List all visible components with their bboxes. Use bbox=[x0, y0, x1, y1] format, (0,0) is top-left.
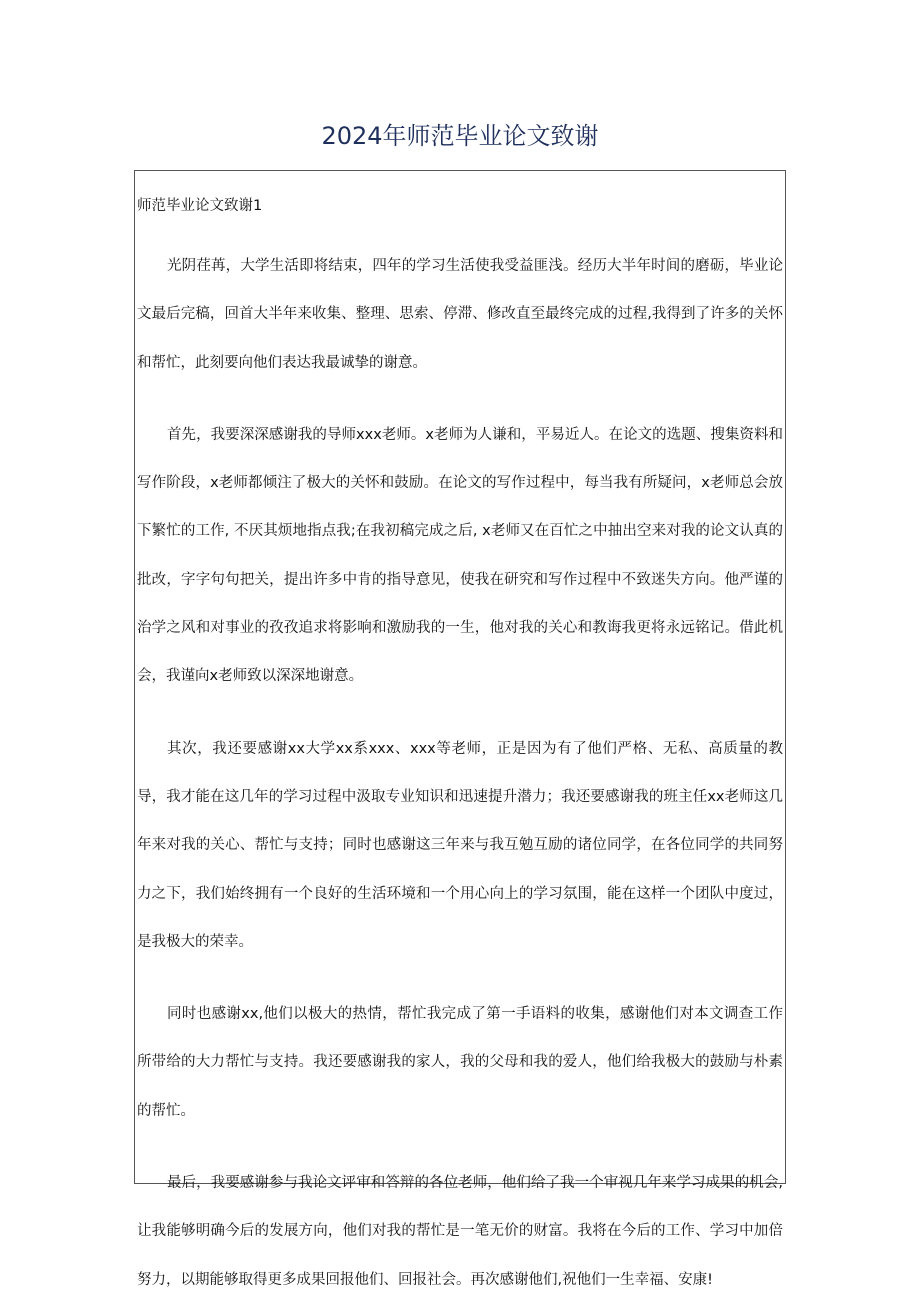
paragraph-closing: 最后，我要感谢参与我论文评审和答辩的各位老师，他们给了我一个审视几年来学习成果的机会,让我能够明确今后的发展方向，他们对我的帮忙是一笔无价的财富。我将在今后的工作、学习中加倍努力，以期能够取得更多成果回报他们、回报社会。再次感谢他们,祝他们一生幸福、安康! bbox=[137, 1175, 783, 1288]
paragraph-teachers-classmates: 其次，我还要感谢xx大学xx系xxx、xxx等老师，正是因为有了他们严格、无私、高质量的教导，我才能在这几年的学习过程中汲取专业知识和迅速提升潜力；我还要感谢我的班主任xx老师这几年来对我的关心、帮忙与支持；同时也感谢这三年来与我互勉互励的诸位同学，在各位同学的共同努力之下，我们始终拥有一个良好的生活环境和一个用心向上的学习氛围，能在这样一个团队中度过，是我极大的荣幸。 bbox=[137, 740, 783, 950]
section-heading: 师范毕业论文致谢1 bbox=[137, 198, 263, 214]
paragraph-advisor: 首先，我要深深感谢我的导师xxx老师。x老师为人谦和，平易近人。在论文的选题、搜集资料和写作阶段，x老师都倾注了极大的关怀和鼓励。在论文的写作过程中，每当我有所疑问，x老师总会放下繁忙的工作, 不厌其烦地指点我;在我初稿完成之后, x老师又在百忙之中抽出空来对我的论文认真的批改，字字句句把关，提出许多中肯的指导意见，使我在研究和写作过程中不致迷失方向。他严谨的治学之风和对事业的孜孜追求将影响和激励我的一生，他对我的关心和教诲我更将永远铭记。借此机会，我谨向x老师致以深深地谢意。 bbox=[137, 426, 783, 685]
document-title: 2024年师范毕业论文致谢 bbox=[321, 122, 599, 150]
paragraph-family: 同时也感谢xx,他们以极大的热情，帮忙我完成了第一手语料的收集，感谢他们对本文调查工作所带给的大力帮忙与支持。我还要感谢我的家人，我的父母和我的爱人，他们给我极大的鼓励与朴素的帮忙。 bbox=[137, 1006, 783, 1119]
paragraph-intro: 光阴荏苒，大学生活即将结束，四年的学习生活使我受益匪浅。经历大半年时间的磨砺，毕业论文最后完稿，回首大半年来收集、整理、思索、停滞、修改直至最终完成的过程,我得到了许多的关怀和帮忙，此刻要向他们表达我最诚挚的谢意。 bbox=[137, 258, 783, 371]
document-body bbox=[137, 242, 783, 1301]
